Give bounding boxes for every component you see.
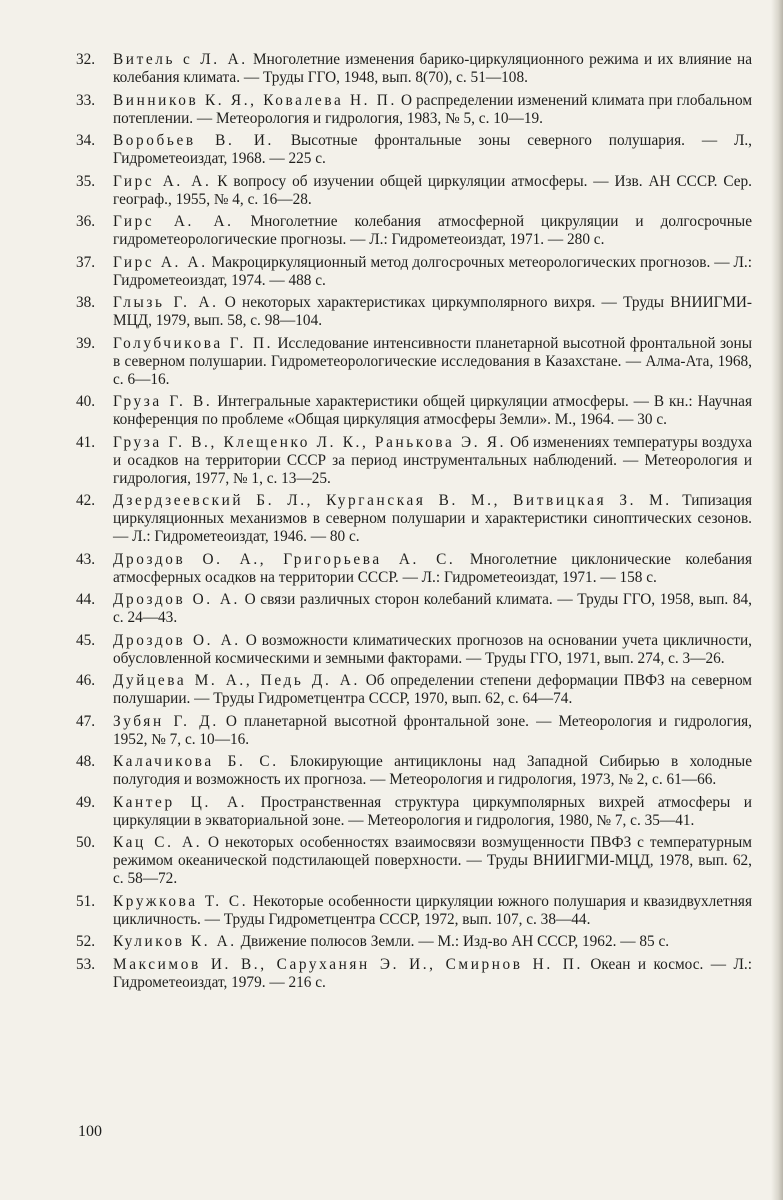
reference-entry [76,294,752,330]
page-edge-shadow [771,0,783,1200]
reference-authors: Максимов И. В., Саруханян Э. И., Смирнов Н. П. [113,955,583,973]
reference-authors: Гирс А. А. [113,253,208,271]
reference-number: 36. [76,213,96,230]
reference-entry [76,51,752,87]
reference-number: 37. [76,253,96,271]
reference-authors: Кац С. А. [113,834,203,851]
reference-entry [76,893,752,929]
reference-text: К вопросу об изучении общей циркуляции атмосферы. — Изв. АН СССР. Сер. географ., 1955, № 4, с. 16—28. [113,172,752,208]
reference-authors: Дроздов О. А. [113,631,241,649]
reference-authors: Голубчикова Г. П. [113,334,274,352]
reference-text: О планетарной высотной фронтальной зоне. — Метеорология и гидрология, 1952, № 7, с. 10—16. [113,712,753,748]
reference-entry [76,956,752,992]
reference-entry [76,335,752,389]
reference-text: Об изменениях температуры воздуха и осадков на территории СССР за период инструментальных наблюдений. — Метеорология и гидрология, 1977, № 1, с. 13—25. [113,433,752,487]
reference-text: Типизация циркуляционных механизмов в северном полушарии и характеристики синоптических сезонов. — Л.: Гидрометеоиздат, 1946. — 80 с. [113,492,752,545]
reference-number: 50. [76,834,96,851]
reference-number: 45. [76,631,96,649]
reference-number: 38. [76,294,96,311]
reference-entry [76,551,752,587]
reference-entry [76,173,752,209]
reference-entry [76,393,752,429]
reference-authors: Калачикова Б. С. [113,753,279,770]
reference-entry [76,713,752,749]
reference-authors: Дроздов О. А., Григорьева А. С. [113,550,456,568]
reference-text: Движение полюсов Земли. — М.: Изд-во АН СССР, 1962. — 85 с. [240,933,670,950]
reference-text: Пространственная структура циркумполярных вихрей атмосферы и циркуляции в экваториальной зоне. — Метеорология и гидрология, 1980, № 7, с. 35—41. [113,793,752,829]
reference-entry [76,132,752,168]
reference-number: 40. [76,393,96,410]
reference-authors: Гирс А. А. [113,172,212,190]
reference-number: 48. [76,753,96,770]
reference-number: 39. [76,334,96,352]
reference-text: О связи различных сторон колебаний климата. — Труды ГГО, 1958, вып. 84, с. 24—43. [113,591,753,626]
reference-authors: Груза Г. В., Клещенко Л. К., Ранькова Э. Я. [113,433,507,451]
reference-text: Исследование интенсивности планетарной высотной фронтальной зоны в северном полушарии. Гидрометеорологические исследования в Казахстане. — Алма-Ата, 1968, с. 6—16. [113,334,753,388]
reference-entry [76,254,752,290]
reference-number: 32. [76,51,96,68]
reference-entry [76,672,752,708]
reference-text: Высотные фронтальные зоны северного полушария. — Л., Гидрометеоиздат, 1968. — 225 с. [113,132,752,167]
reference-text: О некоторых характеристиках циркумполярного вихря. — Труды ВНИИГМИ-МЦД, 1979, вып. 58, с. 98—104. [113,294,752,329]
reference-text: Об определении степени деформации ПВФЗ на северном полушарии. — Труды Гидрометцентра СССР, 1970, вып. 62, с. 64—74. [113,672,752,707]
reference-authors: Дуйцева М. А., Педь Д. А. [113,672,360,689]
reference-text: Интегральные характеристики общей циркуляции атмосферы. — В кн.: Научная конференция по проблеме «Общая циркуляция атмосферы Земли». М., 1964. — 30 с. [113,393,753,428]
reference-text: Некоторые особенности циркуляции южного полушария и квазидвухлетняя цикличность. — Труды Гидрометцентра СССР, 1972, вып. 107, с. 38—44. [113,892,752,928]
reference-number: 44. [76,591,96,608]
page-number: 100 [78,1123,102,1140]
reference-number: 46. [76,672,96,689]
reference-entry [76,591,752,627]
reference-authors: Глызь Г. А. [113,294,219,311]
bibliography-list [76,51,752,996]
reference-entry [76,632,752,668]
reference-text: Многолетние изменения барико-циркуляционного режима и их влияние на колебания климата. — Труды ГГО, 1948, вып. 8(70), с. 51—108. [113,51,752,86]
reference-authors: Гирс А. А. [113,213,234,230]
reference-authors: Куликов К. А. [113,933,237,950]
reference-number: 49. [76,793,96,811]
reference-authors: Витель с Л. А. [113,51,248,68]
reference-entry [76,933,752,951]
reference-number: 53. [76,955,96,973]
reference-authors: Кружкова Т. С. [113,892,249,910]
reference-authors: Дзердзеевский Б. Л., Курганская В. М., Витвицкая З. М. [113,492,672,509]
reference-number: 42. [76,492,96,509]
reference-text: О возможности климатических прогнозов на основании учета цикличности, обусловленной космическими и земными факторами. — Труды ГГО, 1971, вып. 274, с. 3—26. [113,631,753,667]
reference-number: 47. [76,712,96,730]
reference-number: 43. [76,550,96,568]
reference-number: 52. [76,933,96,950]
reference-authors: Кантер Ц. А. [113,793,248,811]
reference-number: 51. [76,892,96,910]
reference-authors: Воробьев В. И. [113,132,274,149]
reference-text: О некоторых особенностях взаимосвязи возмущенности ПВФЗ с температурным режимом океанической подстилающей поверхности. — Труды ВНИИГМИ-МЦД, 1978, вып. 62, с. 58—72. [113,834,752,887]
reference-text: Многолетние циклонические колебания атмосферных осадков на территории СССР. — Л.: Гидрометеоиздат, 1971. — 158 с. [113,550,752,586]
reference-entry [76,794,752,830]
reference-authors: Груза Г. В. [113,393,213,410]
reference-entry [76,753,752,789]
reference-text: О распределении изменений климата при глобальном потеплении. — Метеорология и гидрология, 1983, № 5, с. 10—19. [113,91,753,127]
reference-text: Макроциркуляционный метод долгосрочных метеорологических прогнозов. — Л.: Гидрометеоиздат, 1974. — 488 с. [113,253,752,289]
reference-entry [76,434,752,488]
reference-number: 41. [76,433,96,451]
reference-text: Многолетние колебания атмосферной цикруляции и долгосрочные гидрометеорологические прогнозы. — Л.: Гидрометеоиздат, 1971. — 280 с. [113,213,752,248]
reference-number: 34. [76,132,96,149]
reference-entry [76,492,752,546]
reference-entry [76,92,752,128]
reference-entry [76,213,752,249]
reference-authors: Винников К. Я., Ковалева Н. П. [113,91,397,109]
reference-entry [76,834,752,888]
reference-number: 35. [76,172,96,190]
reference-authors: Дроздов О. А. [113,591,240,608]
reference-text: Океан и космос. — Л.: Гидрометеоиздат, 1979. — 216 с. [113,955,752,991]
reference-number: 33. [76,91,96,109]
reference-text: Блокирующие антициклоны над Западной Сибирью в холодные полугодия и возможность их прогноза. — Метеорология и гидрология, 1973, № 2, с. 61—66. [113,753,752,788]
reference-authors: Зубян Г. Д. [113,712,219,730]
